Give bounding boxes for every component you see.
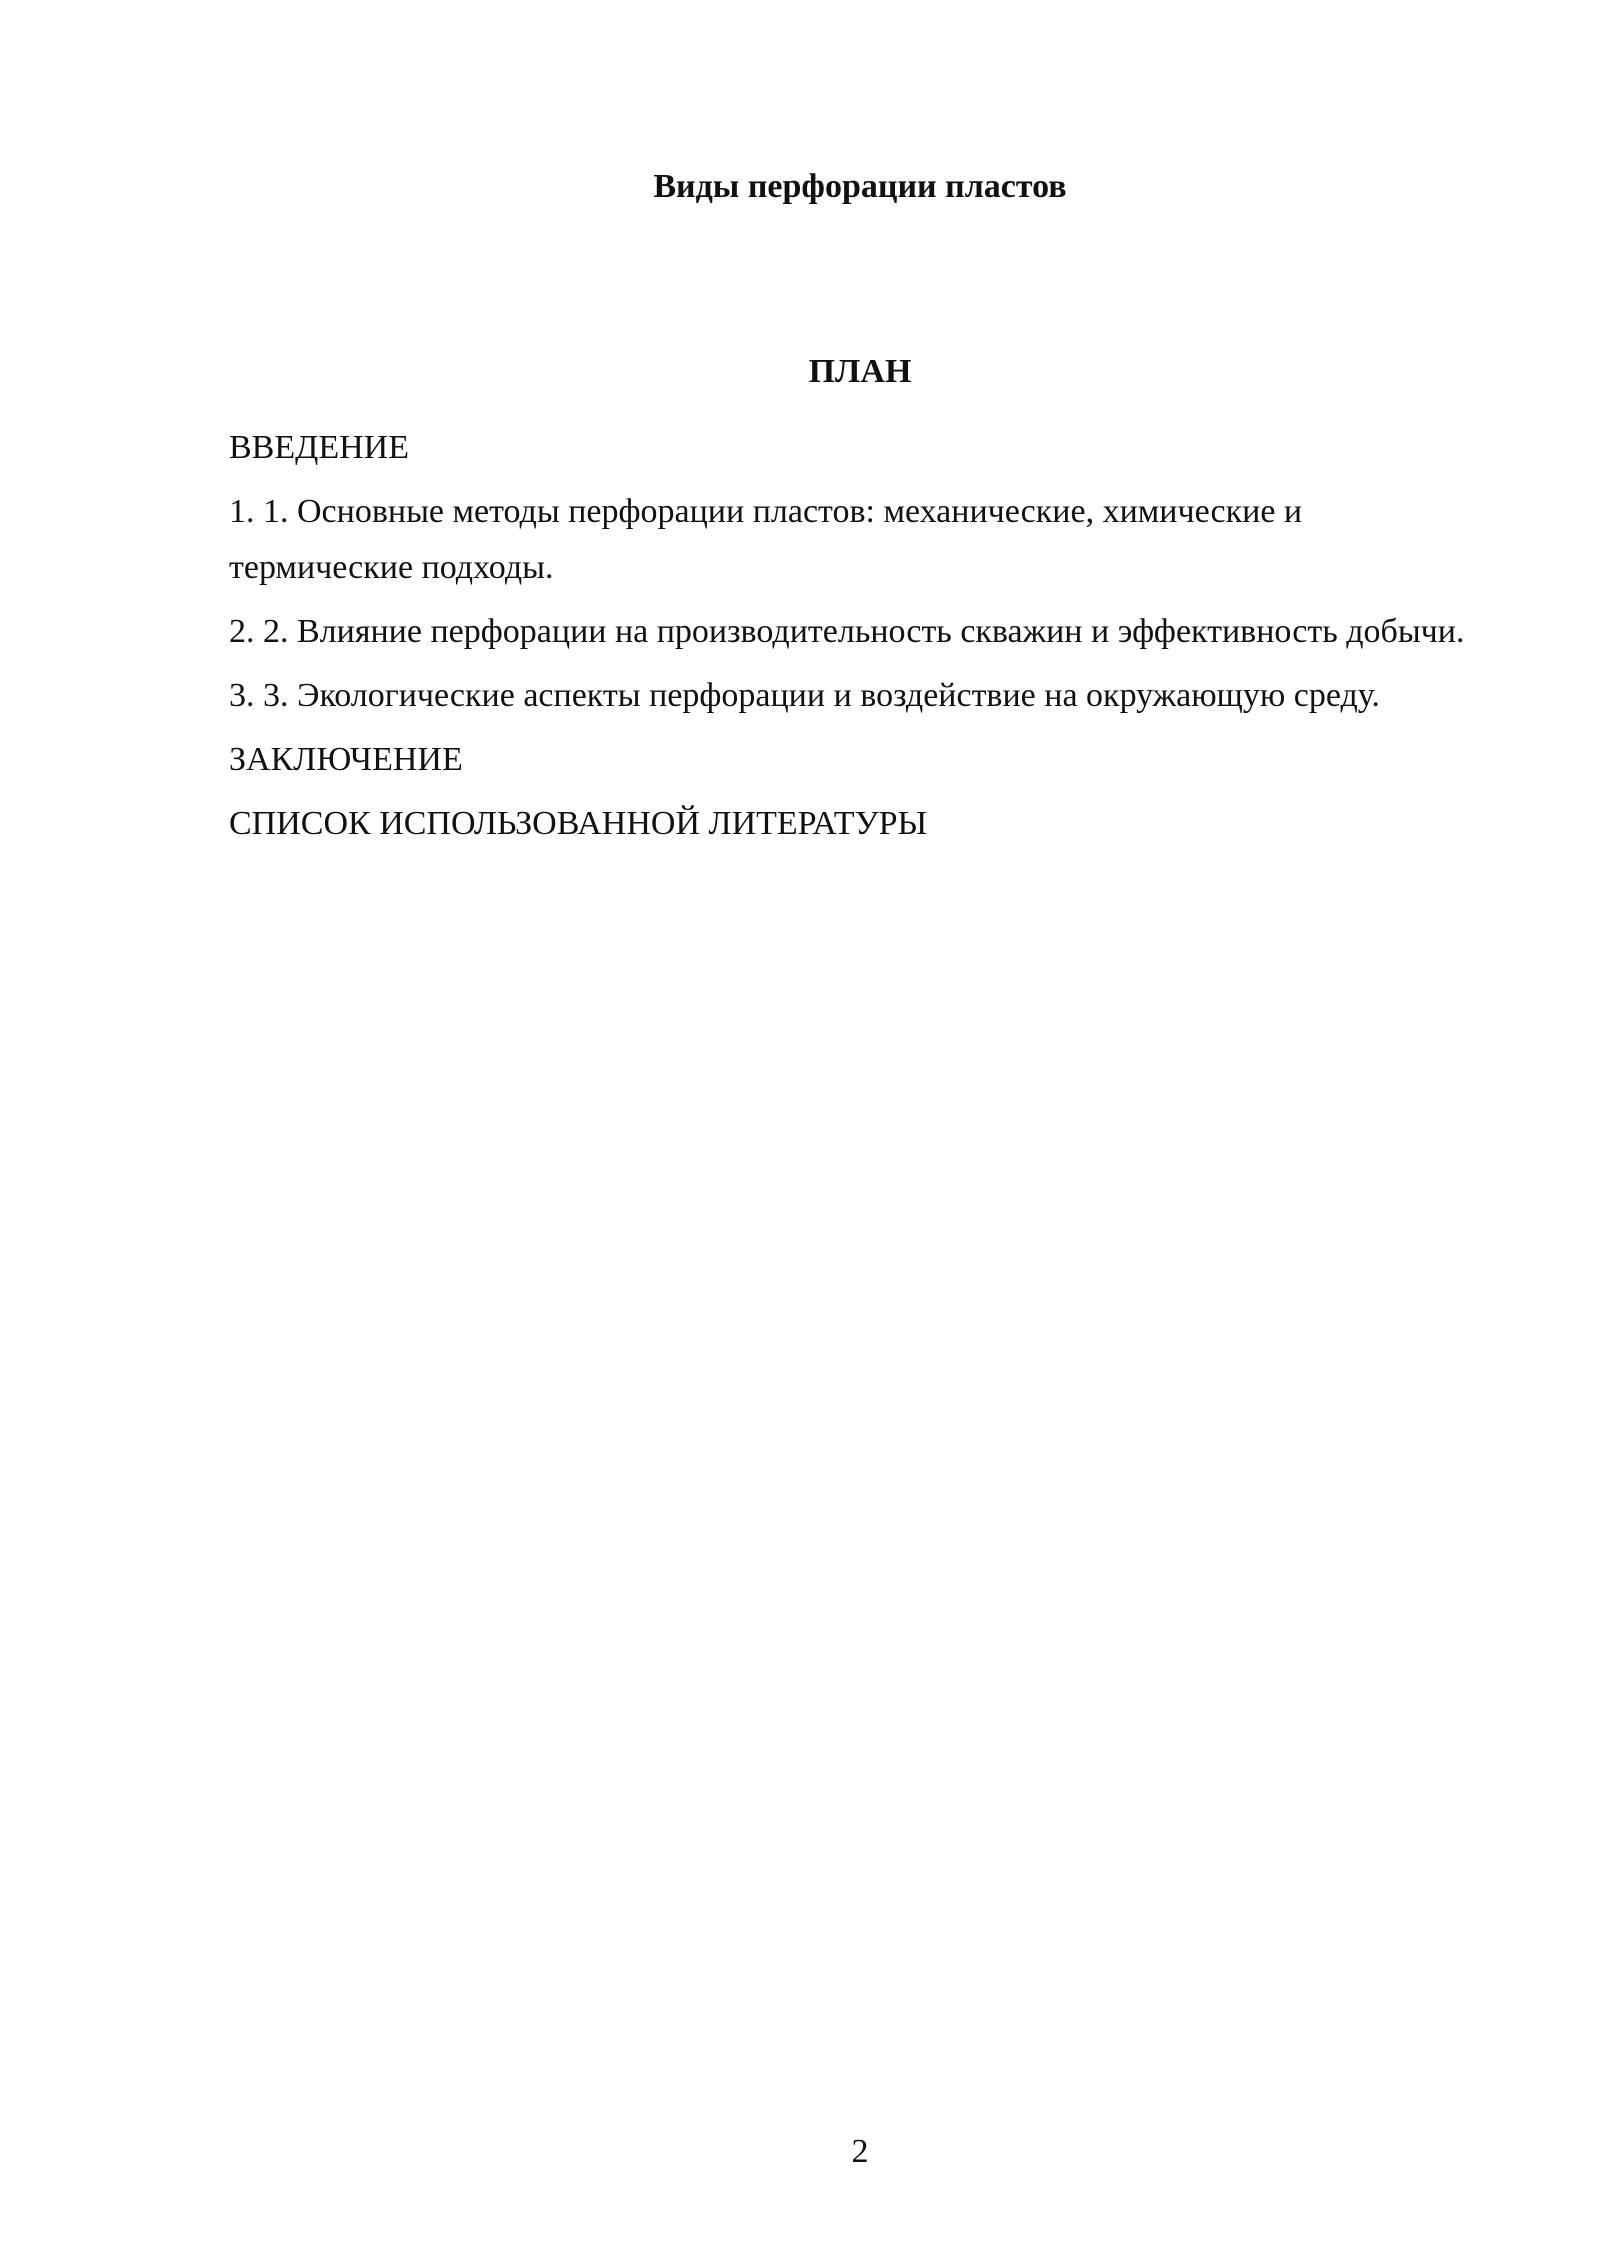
toc-item-chapter-2: 2. 2. Влияние перфорации на производительность скважин и эффективность добычи. <box>229 613 1465 650</box>
toc-item-references: СПИСОК ИСПОЛЬЗОВАННОЙ ЛИТЕРАТУРЫ <box>229 805 928 842</box>
document-title: Виды перфорации пластов <box>653 168 1067 205</box>
toc-item-chapter-3: 3. 3. Экологические аспекты перфорации и воздействие на окружающую среду. <box>229 677 1380 714</box>
page-number: 2 <box>851 2133 869 2170</box>
toc-item-chapter-1: 1. 1. Основные методы перфорации пластов: механические, химические и термические подходы. <box>229 493 1303 586</box>
toc-item-conclusion: ЗАКЛЮЧЕНИЕ <box>229 741 463 778</box>
plan-heading: ПЛАН <box>808 353 912 390</box>
table-of-contents <box>229 420 1479 860</box>
toc-item-introduction: ВВЕДЕНИЕ <box>229 429 409 466</box>
